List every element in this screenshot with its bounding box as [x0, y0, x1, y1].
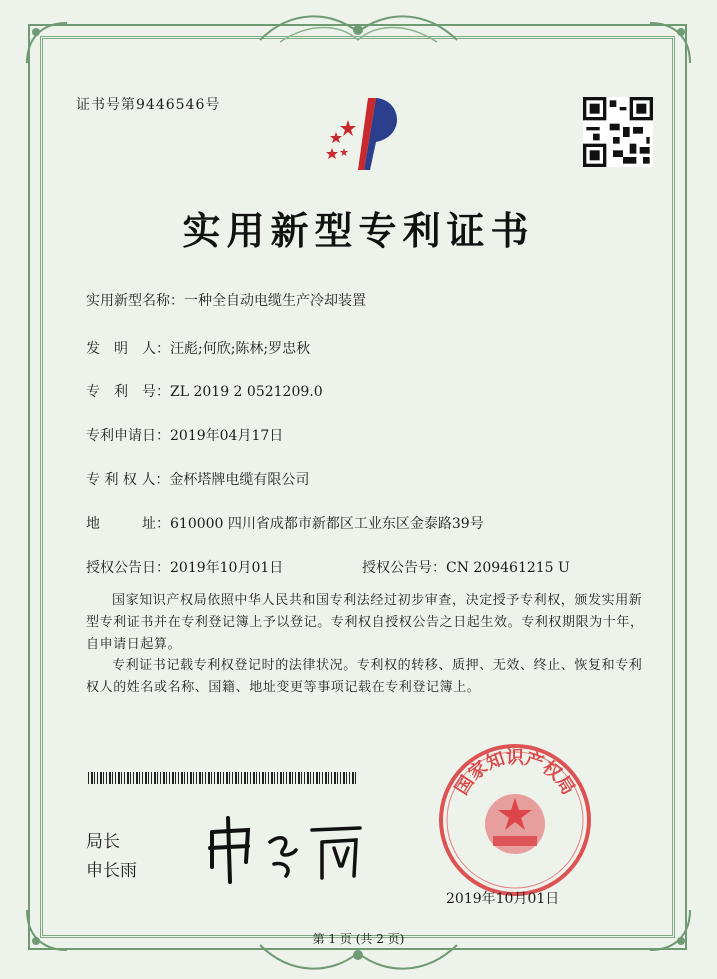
director-name: 申长雨	[86, 861, 137, 881]
field-inventor-value: 汪彪;何欣;陈林;罗忠秋	[170, 341, 311, 357]
director-title: 局长	[86, 832, 120, 852]
page-number: 第 1 页 (共 2 页)	[312, 932, 405, 946]
field-name	[86, 290, 366, 310]
field-address-label: 地 址：	[86, 516, 170, 532]
field-name-label: 实用新型名称：	[86, 293, 184, 309]
field-inventor	[86, 338, 310, 358]
corner-ornament-tr	[645, 18, 695, 68]
field-patent-number-label: 专 利 号：	[86, 384, 170, 400]
field-grant-date-value: 2019年10月01日	[170, 560, 284, 576]
field-inventor-label: 发 明 人：	[86, 341, 170, 357]
field-grant-date-label: 授权公告日：	[86, 560, 170, 576]
certificate-number: 证书号第9446546号	[76, 97, 221, 113]
body-paragraph-2: 专利证书记载专利权登记时的法律状况。专利权的转移、质押、无效、终止、恢复和专利权人的姓名或名称、国籍、地址变更等事项记载在专利登记簿上。	[86, 658, 643, 695]
seal-date: 2019年10月01日	[446, 891, 560, 907]
signature-icon	[200, 812, 370, 887]
field-name-value: 一种全自动电缆生产冷却装置	[184, 293, 366, 309]
field-patentee	[86, 469, 309, 489]
body-paragraph-1: 国家知识产权局依照中华人民共和国专利法经过初步审查，决定授予专利权，颁发实用新型专利证书并在专利登记簿上予以登记。专利权自授权公告之日起生效。专利权期限为十年，自申请日起算。	[86, 593, 644, 652]
cnipa-logo-icon	[318, 90, 408, 175]
field-filing-date-label: 专利申请日：	[86, 428, 170, 444]
barcode	[88, 772, 356, 784]
field-grant-number	[362, 557, 570, 577]
field-patentee-value: 金杯塔牌电缆有限公司	[169, 472, 310, 488]
seal-text: 国家知识产权局	[451, 747, 579, 799]
official-seal-icon	[435, 740, 595, 900]
field-patentee-label: 专 利 权 人：	[86, 472, 170, 488]
top-ornament	[250, 10, 467, 50]
field-grant-number-value: CN 209461215 U	[446, 560, 570, 576]
field-filing-date	[86, 425, 283, 445]
field-patent-number	[86, 381, 323, 401]
field-patent-number-value: ZL 2019 2 0521209.0	[170, 384, 323, 400]
field-grant-date	[86, 557, 283, 577]
certificate-title: 实用新型专利证书	[182, 209, 535, 253]
field-filing-date-value: 2019年04月17日	[170, 428, 284, 444]
corner-ornament-tl	[22, 18, 72, 68]
qr-code-icon	[583, 97, 653, 167]
field-address	[86, 513, 484, 533]
field-grant-number-label: 授权公告号：	[362, 560, 446, 576]
field-address-value: 610000 四川省成都市新都区工业东区金泰路39号	[170, 516, 484, 532]
